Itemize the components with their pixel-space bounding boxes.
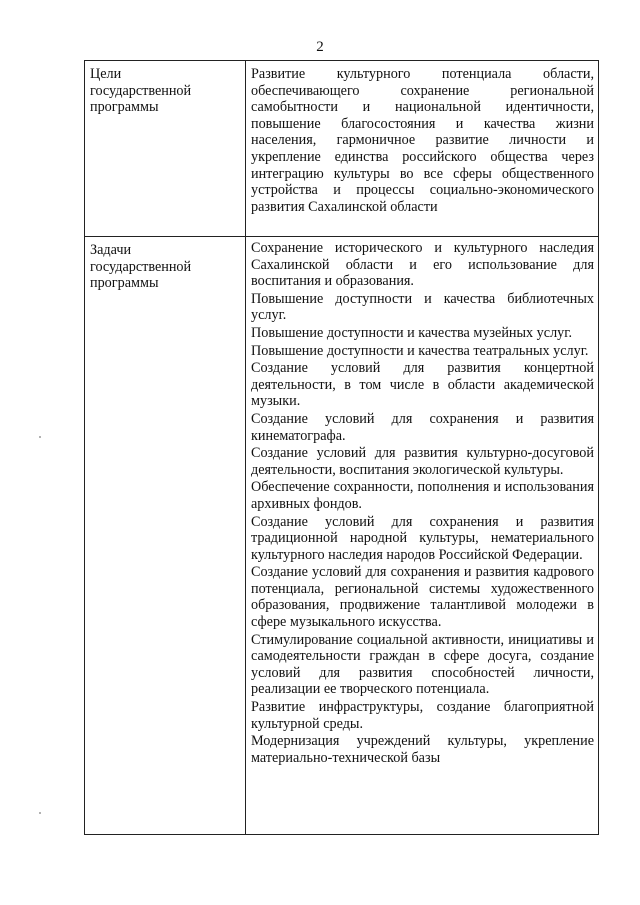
task-item: Создание условий для развития культурно-досуговой деятельности, воспитания экологической культуры. [251, 445, 594, 478]
task-item: Создание условий для сохранения и развития традиционной народной культуры, нематериального культурного наследия народов Российской Федерации. [251, 513, 594, 563]
table-row-tasks [85, 237, 599, 835]
page-number: 2 [316, 39, 324, 55]
scan-speck [39, 812, 41, 814]
task-item: Сохранение исторического и культурного наследия Сахалинской области и его использование для воспитания и образования. [251, 240, 594, 290]
goals-label-cell [85, 61, 246, 237]
task-item: Создание условий для сохранения и развития кадрового потенциала, региональной системы художественного образования, продвижение талантливой молодежи в сфере музыкального искусства. [251, 564, 594, 631]
tasks-label-cell [85, 237, 246, 835]
task-item: Стимулирование социальной активности, инициативы и самодеятельности граждан в сфере досуга, создание условий для развития способностей личности, реализации ее творческого потенциала. [251, 631, 594, 698]
goals-label: Цели государственной программы [90, 66, 192, 116]
program-table [84, 60, 599, 835]
task-item: Развитие инфраструктуры, создание благоприятной культурной среды. [251, 699, 594, 732]
scan-speck [39, 436, 41, 438]
task-item: Повышение доступности и качества библиотечных услуг. [251, 290, 594, 324]
task-item: Модернизация учреждений культуры, укрепление материально-технической базы [251, 733, 594, 766]
task-item: Повышение доступности и качества театральных услуг. [251, 342, 589, 359]
tasks-content-cell [246, 237, 599, 835]
task-item: Создание условий для развития концертной деятельности, в том числе в области академической музыки. [251, 360, 594, 410]
table-row-goals [85, 61, 599, 237]
task-item: Обеспечение сохранности, пополнения и использования архивных фондов. [251, 479, 594, 512]
goals-text: Развитие культурного потенциала области, обеспечивающего сохранение региональной самобытности и национальной идентичности, повышение благосостояния и качества жизни населения, гармоничное развитие личности и укрепление единства российского общества через интеграцию культуры во все сферы общественного устройства и процессы социально-экономического развития Сахалинской области [251, 66, 594, 215]
goals-content-cell [246, 61, 599, 237]
tasks-label: Задачи государственной программы [90, 242, 192, 292]
task-item: Повышение доступности и качества музейных услуг. [251, 324, 573, 341]
task-item: Создание условий для сохранения и развития кинематографа. [251, 410, 594, 444]
